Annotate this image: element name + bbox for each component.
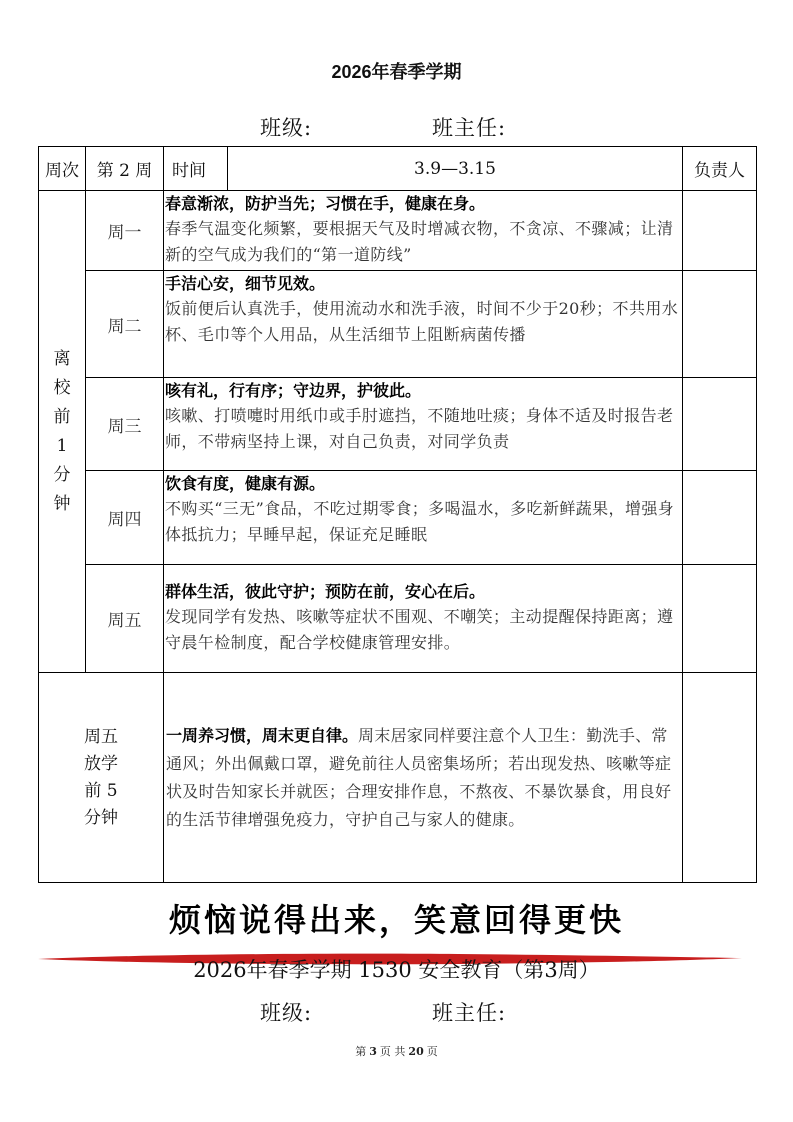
- page-footer: 第 3 页 共 20 页: [355, 1045, 438, 1058]
- next-page-class-line: [260, 997, 507, 1027]
- weekend-content: [164, 673, 683, 883]
- day-content: [164, 565, 683, 673]
- next-class-label: 班级:: [260, 1001, 313, 1025]
- table-row: [39, 565, 757, 673]
- next-page-title: 2026年春季学期 1530 安全教育（第3周）: [193, 958, 600, 981]
- owner-cell: [683, 565, 757, 673]
- day-body: 发现同学有发热、咳嗽等症状不围观、不嘲笑；主动提醒保持距离；遵守晨午检制度，配合学校健康管理安排。: [165, 607, 674, 652]
- table-row: [39, 271, 757, 378]
- day-heading: 咳有礼，行有序；守边界，护彼此。: [165, 381, 422, 400]
- time-label: 时间: [164, 147, 228, 191]
- day-heading: 群体生活，彼此守护；预防在前，安心在后。: [165, 582, 486, 601]
- table-row: [39, 471, 757, 565]
- section-label-before-leave: 离 校 前 1 分 钟: [39, 191, 86, 673]
- day-body: 不购买“三无”食品，不吃过期零食；多喝温水，多吃新鲜蔬果，增强身体抵抗力；早睡早起，保证充足睡眠: [165, 499, 675, 544]
- owner-cell: [683, 378, 757, 471]
- week-column-header: 周次: [39, 147, 86, 191]
- day-label: 周一: [86, 191, 164, 271]
- page-title: 2026年春季学期: [331, 62, 462, 82]
- day-label: 周二: [86, 271, 164, 378]
- day-body: 饭前便后认真洗手，使用流动水和洗手液，时间不少于20秒；不共用水杯、毛巾等个人用品，从生活细节上阻断病菌传播: [165, 299, 679, 344]
- day-heading: 春意渐浓，防护当先；习惯在手，健康在身。: [165, 194, 486, 213]
- day-heading: 饮食有度，健康有源。: [165, 474, 326, 493]
- day-body: 咳嗽、打喷嚏时用纸巾或手肘遮挡，不随地吐痰；身体不适及时报告老师，不带病坚持上课，对自己负责，对同学负责: [165, 406, 674, 451]
- owner-cell: [683, 673, 757, 883]
- page-total: 20: [408, 1045, 424, 1058]
- owner-cell: [683, 191, 757, 271]
- next-teacher-label: 班主任:: [432, 1001, 507, 1025]
- day-content: [164, 271, 683, 378]
- weekend-body: 周末居家同样要注意个人卫生：勤洗手、常通风；外出佩戴口罩，避免前往人员密集场所；若出现发热、咳嗽等症状及时告知家长并就医；合理安排作息，不熬夜、不暴饮暴食，用良好的生活节律增强免疫力，守护自己与家人的健康。: [166, 725, 672, 829]
- day-content: [164, 191, 683, 271]
- table-row: [39, 191, 757, 271]
- day-body: 春季气温变化频繁，要根据天气及时增减衣物，不贪凉、不骤减；让清新的空气成为我们的“第一道防线”: [165, 219, 674, 264]
- day-content: [164, 471, 683, 565]
- slogan: 烦恼说得出来，笑意回得更快: [168, 901, 624, 939]
- time-value: 3.9—3.15: [228, 147, 683, 191]
- page-number: 3: [369, 1045, 377, 1058]
- schedule-table: [38, 146, 757, 883]
- day-label: 周三: [86, 378, 164, 471]
- owner-column-header: 负责人: [683, 147, 757, 191]
- table-header-row: [39, 147, 757, 191]
- class-info-line: [260, 112, 507, 142]
- class-label: 班级:: [260, 116, 313, 140]
- day-label: 周四: [86, 471, 164, 565]
- day-label: 周五: [86, 565, 164, 673]
- table-row-bottom: [39, 673, 757, 883]
- teacher-label: 班主任:: [432, 116, 507, 140]
- owner-cell: [683, 271, 757, 378]
- day-heading: 手洁心安，细节见效。: [165, 274, 326, 293]
- table-row: [39, 378, 757, 471]
- section-label-friday-before-leave: 周五 放学 前 5 分钟: [39, 673, 164, 883]
- day-content: [164, 378, 683, 471]
- owner-cell: [683, 471, 757, 565]
- weekend-heading: 一周养习惯，周末更自律。: [166, 725, 359, 745]
- week-value: 第 2 周: [86, 147, 164, 191]
